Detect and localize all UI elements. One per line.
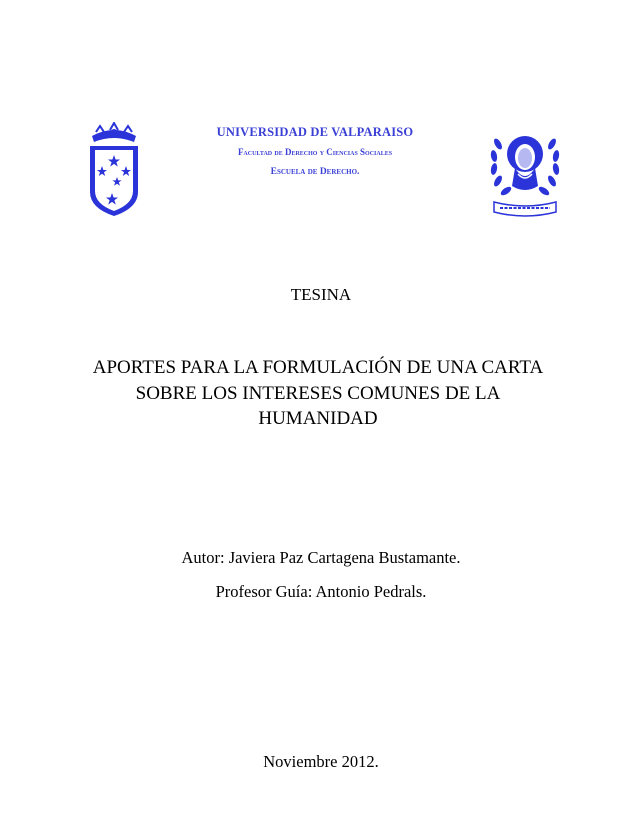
laurel-head-seal-icon bbox=[488, 124, 562, 218]
document-type-label: TESINA bbox=[290, 285, 352, 304]
advisor-line: Profesor Guía: Antonio Pedrals. bbox=[215, 582, 427, 601]
shield-stars-icon bbox=[86, 122, 142, 218]
school-name: Escuela de Derecho. bbox=[270, 167, 360, 177]
university-name: UNIVERSIDAD DE VALPARAISO bbox=[216, 125, 414, 139]
author-line: Autor: Javiera Paz Cartagena Bustamante. bbox=[181, 548, 461, 567]
thesis-title-line: SOBRE LOS INTERESES COMUNES DE LA bbox=[135, 382, 501, 404]
thesis-title bbox=[60, 355, 576, 432]
thesis-title-line: APORTES PARA LA FORMULACIÓN DE UNA CARTA bbox=[92, 357, 544, 378]
thesis-title-line: HUMANIDAD bbox=[258, 408, 378, 429]
institution-header bbox=[170, 124, 460, 179]
faculty-name: Facultad de Derecho y Ciencias Sociales bbox=[237, 147, 393, 157]
date-line: Noviembre 2012. bbox=[263, 752, 379, 771]
